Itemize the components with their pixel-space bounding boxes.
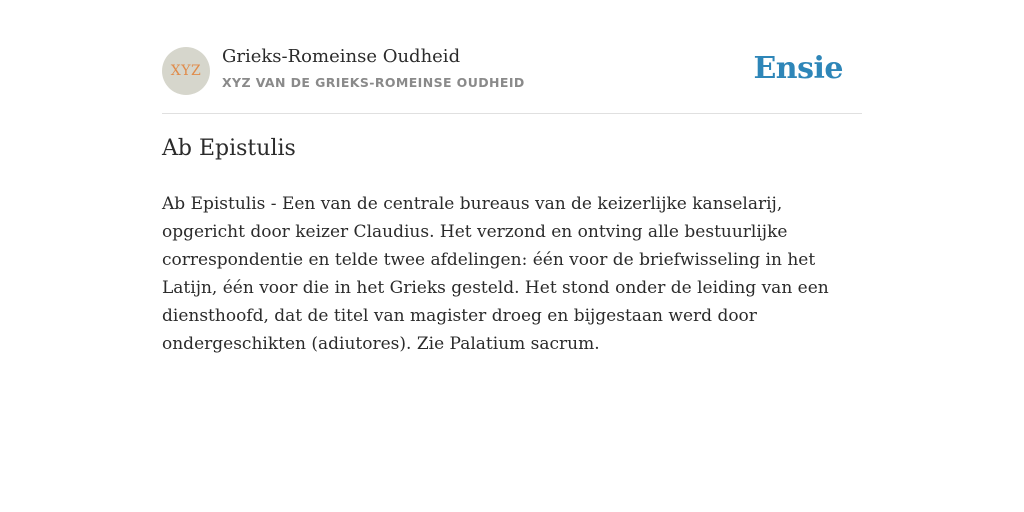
source-subtitle: XYZ VAN DE GRIEKS-ROMEINSE OUDHEID (222, 75, 525, 90)
source-title-link[interactable]: Grieks-Romeinse Oudheid (222, 46, 461, 67)
entry-definition: Ab Epistulis - Een van de centrale bureaus van de keizerlijke kanselarij, opgericht door keizer Claudius. Het verzond en ontving alle bestuurlijke correspondentie en telde twee afdelingen: één voor de briefwisseling in het Latijn, één voor die in het Grieks gesteld. Het stond onder de leiding van een diensthoofd, dat de titel van magister droeg en bijgestaan werd door ondergeschikten (adiutores). Zie Palatium sacrum. (162, 194, 829, 354)
entry-term: Ab Epistulis (162, 136, 296, 161)
brand-logo-link[interactable]: Ensie (753, 51, 843, 86)
card-header (162, 0, 862, 114)
definition-card (162, 0, 862, 354)
source-avatar[interactable]: XYZ (162, 47, 210, 95)
